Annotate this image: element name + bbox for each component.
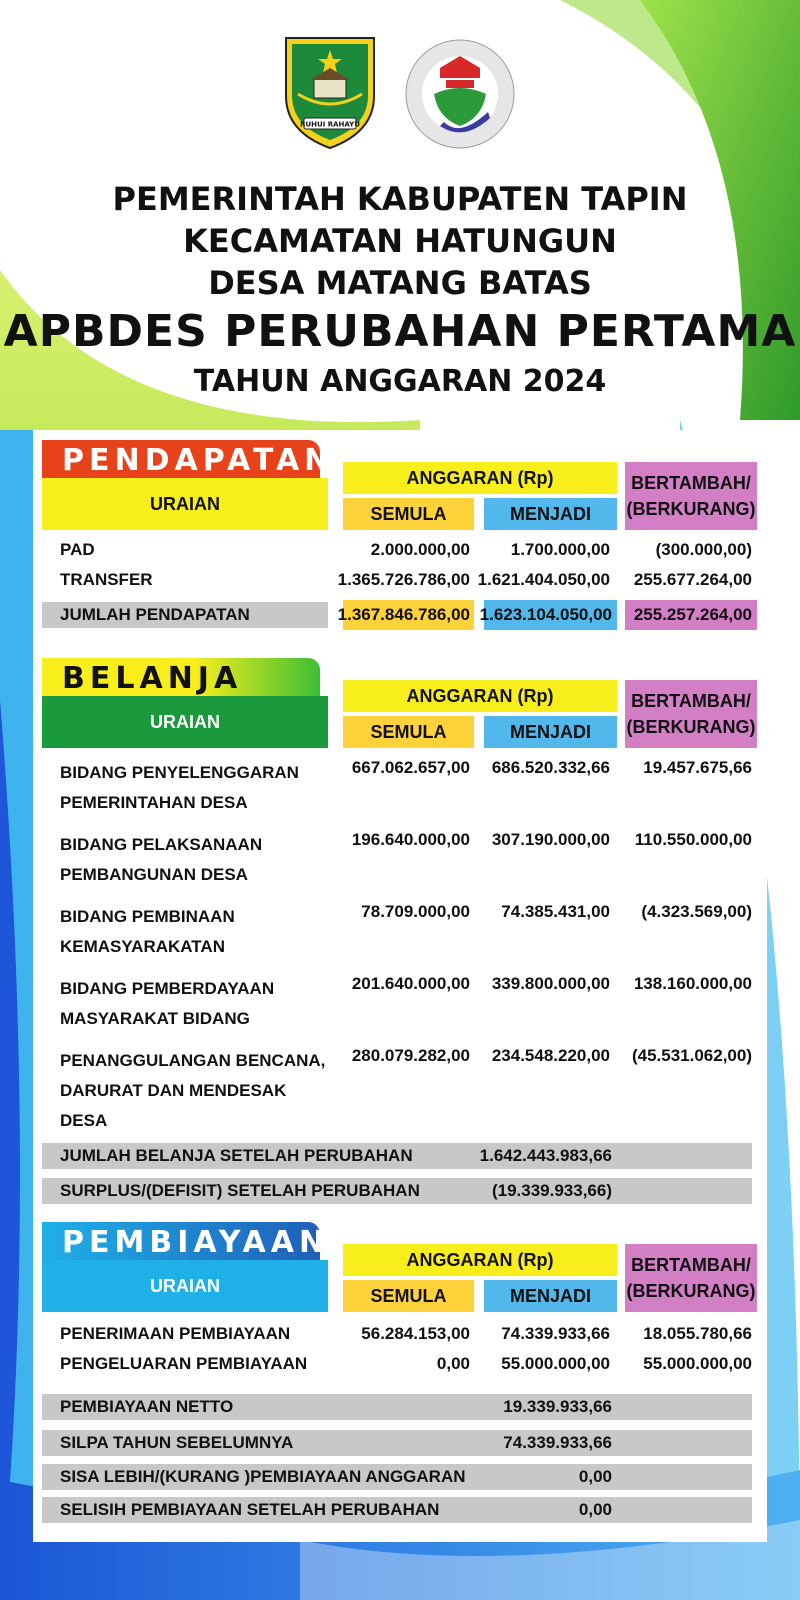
pembiayaan-row-selisih: 55.000.000,00 bbox=[643, 1354, 752, 1373]
pendapatan-semula-header: SEMULA bbox=[343, 498, 474, 530]
belanja-bertambah-header bbox=[625, 680, 757, 748]
belanja-row-label-line: BIDANG PEMBINAAN bbox=[60, 907, 235, 926]
belanja-semula-header: SEMULA bbox=[343, 716, 474, 748]
belanja-row-label-line: BIDANG PENYELENGGARAN bbox=[60, 763, 299, 782]
belanja-row-semula: 196.640.000,00 bbox=[351, 830, 470, 849]
belanja-row-label-line: BIDANG PEMBERDAYAAN bbox=[60, 979, 275, 998]
belanja-row-menjadi: 339.800.000,00 bbox=[491, 974, 610, 993]
pembiayaan-row-label: PENGELUARAN PEMBIAYAAN bbox=[60, 1354, 308, 1373]
pembiayaan-summary-label: PEMBIAYAAN NETTO bbox=[60, 1397, 234, 1416]
pendapatan-bertambah-header bbox=[625, 462, 757, 530]
pendapatan-row-selisih: (300.000,00) bbox=[655, 540, 752, 559]
belanja-summary-value: 1.642.443.983,66 bbox=[479, 1146, 612, 1165]
pendapatan-row-semula: 2.000.000,00 bbox=[370, 540, 470, 559]
pendapatan-uraian-header: URAIAN bbox=[42, 478, 328, 530]
pendapatan-total-label: JUMLAH PENDAPATAN bbox=[60, 605, 250, 624]
pendapatan-total-menjadi: 1.623.104.050,00 bbox=[479, 605, 612, 624]
bertambah-line1: BERTAMBAH/ bbox=[631, 473, 751, 493]
kemendes-logo bbox=[404, 38, 516, 150]
pembiayaan-row-semula: 0,00 bbox=[436, 1354, 470, 1373]
pendapatan-row-menjadi: 1.621.404.050,00 bbox=[477, 570, 610, 589]
belanja-row-selisih: (4.323.569,00) bbox=[641, 902, 752, 921]
pembiayaan-row-selisih: 18.055.780,66 bbox=[643, 1324, 752, 1343]
pembiayaan-section-title: PEMBIAYAAN bbox=[42, 1222, 320, 1262]
belanja-row-selisih: 110.550.000,00 bbox=[634, 830, 752, 849]
pembiayaan-bertambah-header bbox=[625, 1244, 757, 1312]
belanja-row-menjadi: 307.190.000,00 bbox=[491, 830, 610, 849]
page-title: APBDES PERUBAHAN PERTAMA bbox=[3, 306, 797, 357]
pendapatan-menjadi-header: MENJADI bbox=[484, 498, 617, 530]
belanja-row-semula: 280.079.282,00 bbox=[351, 1046, 470, 1065]
belanja-row-label-line: DESA bbox=[60, 1111, 108, 1130]
belanja-row-label-line: DARURAT DAN MENDESAK bbox=[60, 1081, 287, 1100]
belanja-row-menjadi: 74.385.431,00 bbox=[501, 902, 610, 921]
belanja-row-semula: 78.709.000,00 bbox=[361, 902, 470, 921]
belanja-row-label-line: PEMERINTAHAN DESA bbox=[60, 793, 248, 812]
pembiayaan-summary-value: 0,00 bbox=[578, 1500, 612, 1519]
pendapatan-row-label: PAD bbox=[60, 540, 95, 559]
pendapatan-anggaran-header: ANGGARAN (Rp) bbox=[343, 462, 617, 494]
bertambah-line2: (BERKURANG) bbox=[626, 499, 756, 519]
pembiayaan-summary-label: SILPA TAHUN SEBELUMNYA bbox=[60, 1433, 294, 1452]
belanja-row-selisih: 19.457.675,66 bbox=[643, 758, 752, 777]
belanja-menjadi-header: MENJADI bbox=[484, 716, 617, 748]
pembiayaan-summary-label: SISA LEBIH/(KURANG )PEMBIAYAAN ANGGARAN bbox=[60, 1467, 466, 1486]
belanja-row-label bbox=[60, 902, 235, 962]
belanja-row-label bbox=[60, 758, 299, 818]
pembiayaan-summary-value: 74.339.933,66 bbox=[503, 1433, 612, 1452]
bertambah-line1: BERTAMBAH/ bbox=[631, 691, 751, 711]
belanja-row-semula: 667.062.657,00 bbox=[351, 758, 470, 777]
crest-motto: RUHUI RAHAYU bbox=[300, 120, 360, 129]
belanja-row-label-line: MASYARAKAT BIDANG bbox=[60, 1009, 250, 1028]
belanja-section-title: BELANJA bbox=[42, 658, 320, 698]
belanja-row-label-line: PEMBANGUNAN DESA bbox=[60, 865, 248, 884]
belanja-row-label bbox=[60, 1046, 325, 1136]
belanja-summary-label: JUMLAH BELANJA SETELAH PERUBAHAN bbox=[60, 1146, 413, 1165]
belanja-row-menjadi: 686.520.332,66 bbox=[491, 758, 610, 777]
belanja-uraian-header: URAIAN bbox=[42, 696, 328, 748]
header-government: PEMERINTAH KABUPATEN TAPIN bbox=[112, 180, 688, 218]
pembiayaan-summary-label: SELISIH PEMBIAYAAN SETELAH PERUBAHAN bbox=[60, 1500, 440, 1519]
pembiayaan-anggaran-header: ANGGARAN (Rp) bbox=[343, 1244, 617, 1276]
bertambah-line2: (BERKURANG) bbox=[626, 717, 756, 737]
belanja-anggaran-header: ANGGARAN (Rp) bbox=[343, 680, 617, 712]
bertambah-line1: BERTAMBAH/ bbox=[631, 1255, 751, 1275]
pembiayaan-row-menjadi: 55.000.000,00 bbox=[501, 1354, 610, 1373]
pendapatan-row-menjadi: 1.700.000,00 bbox=[510, 540, 610, 559]
pendapatan-total-semula: 1.367.846.786,00 bbox=[337, 605, 470, 624]
belanja-row-label-line: PENANGGULANGAN BENCANA, bbox=[60, 1051, 326, 1070]
belanja-summary-label: SURPLUS/(DEFISIT) SETELAH PERUBAHAN bbox=[60, 1181, 420, 1200]
pembiayaan-menjadi-header: MENJADI bbox=[484, 1280, 617, 1312]
belanja-row-label-line: KEMASYARAKATAN bbox=[60, 937, 225, 956]
header-village: DESA MATANG BATAS bbox=[208, 264, 592, 302]
belanja-row-menjadi: 234.548.220,00 bbox=[491, 1046, 610, 1065]
pembiayaan-summary-value: 0,00 bbox=[578, 1467, 612, 1486]
pendapatan-total-selisih: 255.257.264,00 bbox=[633, 605, 752, 624]
belanja-row-selisih: 138.160.000,00 bbox=[633, 974, 752, 993]
pendapatan-section-title: PENDAPATAN bbox=[42, 440, 320, 480]
header-district: KECAMATAN HATUNGUN bbox=[183, 222, 617, 260]
belanja-row-semula: 201.640.000,00 bbox=[351, 974, 470, 993]
bertambah-line2: (BERKURANG) bbox=[626, 1281, 756, 1301]
pembiayaan-row-menjadi: 74.339.933,66 bbox=[501, 1324, 610, 1343]
pembiayaan-uraian-header: URAIAN bbox=[42, 1260, 328, 1312]
pembiayaan-summary-value: 19.339.933,66 bbox=[503, 1397, 612, 1416]
belanja-summary-value: (19.339.933,66) bbox=[491, 1181, 612, 1200]
pembiayaan-row-label: PENERIMAAN PEMBIAYAAN bbox=[60, 1324, 291, 1343]
pendapatan-row-label: TRANSFER bbox=[60, 570, 153, 589]
pembiayaan-row-semula: 56.284.153,00 bbox=[361, 1324, 470, 1343]
belanja-row-label bbox=[60, 974, 274, 1034]
belanja-row-label bbox=[60, 830, 262, 890]
belanja-row-label-line: BIDANG PELAKSANAAN bbox=[60, 835, 263, 854]
tapin-crest-logo bbox=[282, 34, 378, 152]
pendapatan-row-semula: 1.365.726.786,00 bbox=[337, 570, 470, 589]
header-year: TAHUN ANGGARAN 2024 bbox=[193, 364, 607, 399]
belanja-row-selisih: (45.531.062,00) bbox=[631, 1046, 752, 1065]
pendapatan-row-selisih: 255.677.264,00 bbox=[633, 570, 752, 589]
pembiayaan-semula-header: SEMULA bbox=[343, 1280, 474, 1312]
